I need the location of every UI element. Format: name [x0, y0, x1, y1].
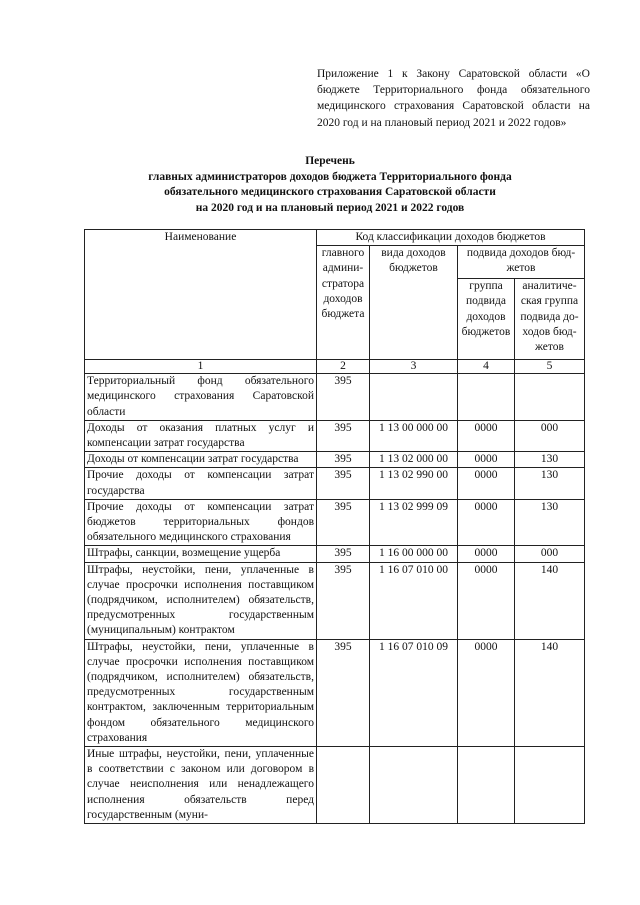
- row-type-code: 1 13 02 990 00: [370, 468, 458, 499]
- row-analytic-code: 000: [515, 420, 585, 451]
- header-subtype: подвида доходов бюджетов: [458, 246, 585, 279]
- row-analytic-code: [515, 374, 585, 421]
- row-name: Доходы от компенсации затрат государства: [85, 452, 317, 468]
- row-name: Штрафы, неустойки, пени, уплаченные в случае просрочки исполнения поставщиком (подрядчиком, исполнителем) обязательств, предусмотренных государственным контрактом, заключенным территориальным фондом обязательного медицинского страхования: [85, 639, 317, 746]
- header-type: вида доходов бюджетов: [370, 246, 458, 360]
- row-group-code: 0000: [458, 468, 515, 499]
- row-type-code: 1 13 02 999 09: [370, 499, 458, 546]
- document-title: [60, 154, 600, 216]
- row-admin-code: 395: [317, 639, 370, 746]
- row-group-code: 0000: [458, 562, 515, 639]
- row-name: Штрафы, санкции, возмещение ущерба: [85, 546, 317, 562]
- row-analytic-code: [515, 747, 585, 824]
- title-line-4: на 2020 год и на плановый период 2021 и 2022 годов: [195, 201, 465, 214]
- table-row: [85, 747, 585, 824]
- row-admin-code: 395: [317, 452, 370, 468]
- row-group-code: 0000: [458, 499, 515, 546]
- column-numbers-row: [85, 360, 585, 374]
- row-admin-code: 395: [317, 468, 370, 499]
- row-type-code: 1 13 02 000 00: [370, 452, 458, 468]
- row-admin-code: 395: [317, 499, 370, 546]
- row-analytic-code: 140: [515, 562, 585, 639]
- row-type-code: 1 16 07 010 00: [370, 562, 458, 639]
- row-analytic-code: 140: [515, 639, 585, 746]
- row-name: Территориальный фонд обязательного медицинского страхования Саратовской области: [85, 374, 317, 421]
- row-name: Штрафы, неустойки, пени, уплаченные в случае просрочки исполнения поставщиком (подрядчиком, исполнителем) обязательств, предусмотренных государственным (муниципальным) контрактом: [85, 562, 317, 639]
- header-code-group: Код классификации доходов бюджетов: [317, 230, 585, 246]
- row-type-code: 1 13 00 000 00: [370, 420, 458, 451]
- table-row: [85, 452, 585, 468]
- row-admin-code: 395: [317, 374, 370, 421]
- table-row: [85, 420, 585, 451]
- row-group-code: [458, 374, 515, 421]
- title-line-1: Перечень: [305, 155, 355, 167]
- row-admin-code: 395: [317, 546, 370, 562]
- row-type-code: [370, 747, 458, 824]
- col-number: 5: [515, 360, 585, 374]
- row-group-code: 0000: [458, 452, 515, 468]
- row-analytic-code: 130: [515, 499, 585, 546]
- header-group: группа подвида доходов бюджетов: [458, 279, 515, 360]
- header-analytic: аналитическая группа подвида доходов бюджетов: [515, 279, 585, 360]
- revenue-admins-table: [84, 229, 585, 824]
- col-number: 1: [85, 360, 317, 374]
- row-name: Иные штрафы, неустойки, пени, уплаченные в соответствии с законом или договором в случае неисполнения или ненадлежащего исполнения обязательств перед государственным (муни-: [85, 747, 317, 824]
- row-group-code: 0000: [458, 420, 515, 451]
- col-number: 2: [317, 360, 370, 374]
- table-row: [85, 546, 585, 562]
- table-row: [85, 562, 585, 639]
- table-row: [85, 639, 585, 746]
- header-name: Наименование: [85, 230, 317, 360]
- row-admin-code: 395: [317, 562, 370, 639]
- row-type-code: 1 16 00 000 00: [370, 546, 458, 562]
- row-group-code: 0000: [458, 546, 515, 562]
- row-analytic-code: 000: [515, 546, 585, 562]
- header-admin: главного администратора доходов бюджета: [317, 246, 370, 360]
- col-number: 4: [458, 360, 515, 374]
- row-name: Прочие доходы от компенсации затрат государства: [85, 468, 317, 499]
- row-name: Прочие доходы от компенсации затрат бюджетов территориальных фондов обязательного медицинского страхования: [85, 499, 317, 546]
- title-line-3: обязательного медицинского страхования Саратовской области: [164, 186, 496, 198]
- row-group-code: [458, 747, 515, 824]
- row-admin-code: [317, 747, 370, 824]
- row-analytic-code: 130: [515, 468, 585, 499]
- row-admin-code: 395: [317, 420, 370, 451]
- row-type-code: [370, 374, 458, 421]
- header-row-1: [85, 230, 585, 246]
- row-group-code: 0000: [458, 639, 515, 746]
- table-row: [85, 374, 585, 421]
- appendix-note: Приложение 1 к Закону Саратовской области «О бюджете Территориального фонда обязательного медицинского страхования Саратовской области на 2020 год и на плановый период 2021 и 2022 годов»: [317, 68, 590, 129]
- title-line-2: главных администраторов доходов бюджета Территориального фонда: [148, 170, 512, 183]
- col-number: 3: [370, 360, 458, 374]
- row-analytic-code: 130: [515, 452, 585, 468]
- table-row: [85, 468, 585, 499]
- row-type-code: 1 16 07 010 09: [370, 639, 458, 746]
- table-row: [85, 499, 585, 546]
- row-name: Доходы от оказания платных услуг и компенсации затрат государства: [85, 420, 317, 451]
